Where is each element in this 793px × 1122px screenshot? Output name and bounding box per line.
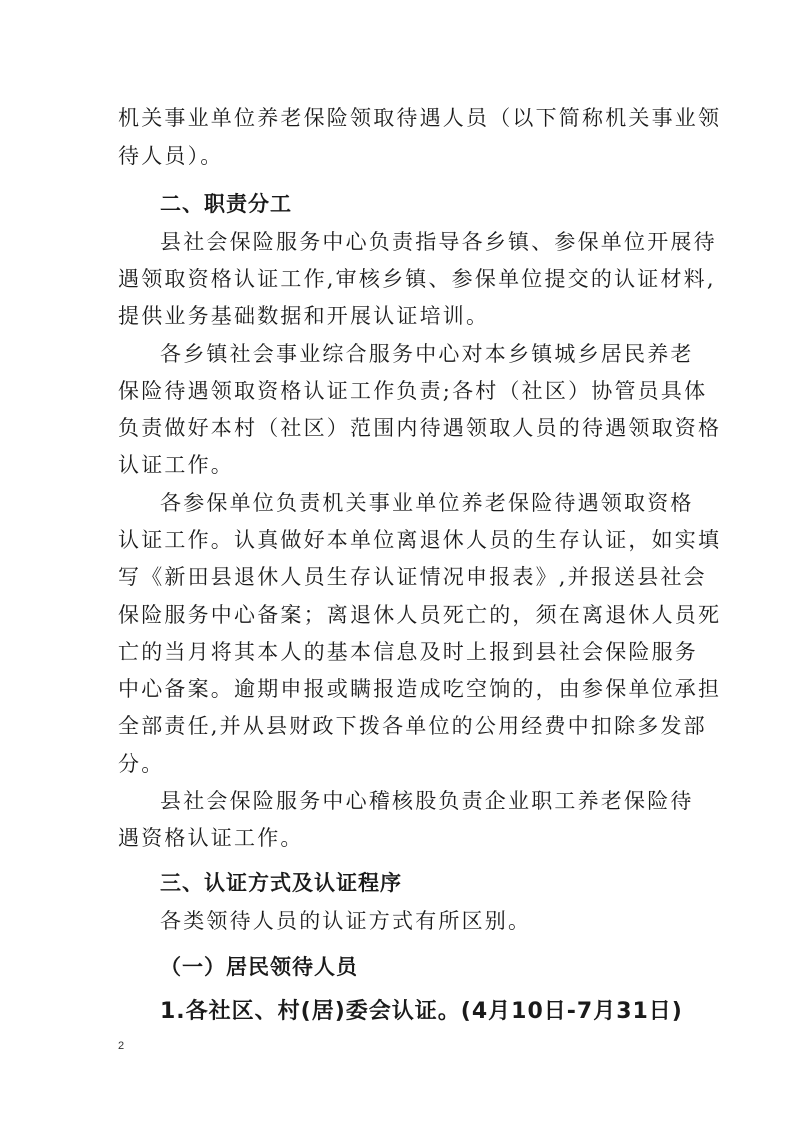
- paragraph-line: 县社会保险服务中心稽核股负责企业职工养老保险待: [160, 789, 694, 813]
- item-heading-community-certification: 1.各社区、村(居)委会认证。(4月10日-7月31日): [160, 999, 683, 1024]
- paragraph-line: 遇资格认证工作。: [118, 826, 304, 850]
- paragraph-line: 各参保单位负责机关事业单位养老保险待遇领取资格: [160, 491, 694, 515]
- paragraph-line: 机关事业单位养老保险领取待遇人员（以下简称机关事业领: [118, 106, 722, 130]
- paragraph-line: 保险待遇领取资格认证工作负责;各村（社区）协管员具体: [118, 379, 708, 403]
- section-heading-duties: 二、职责分工: [160, 192, 292, 216]
- paragraph-line: 写《新田县退休人员生存认证情况申报表》,并报送县社会: [118, 565, 707, 589]
- paragraph-line: 中心备案。逾期申报或瞒报造成吃空饷的，由参保单位承担: [118, 677, 722, 701]
- paragraph-line: 县社会保险服务中心负责指导各乡镇、参保单位开展待: [160, 230, 717, 254]
- subsection-heading-residents: （一）居民领待人员: [160, 955, 358, 979]
- page-number: 2: [118, 1040, 125, 1052]
- paragraph-line: 负责做好本村（社区）范围内待遇领取人员的待遇领取资格: [118, 416, 722, 440]
- paragraph-line: 保险服务中心备案；离退休人员死亡的，须在离退休人员死: [118, 603, 722, 627]
- paragraph-line: 分。: [118, 752, 165, 776]
- paragraph-line: 全部责任,并从县财政下拨各单位的公用经费中扣除多发部: [118, 714, 707, 738]
- paragraph-line: 认证工作。认真做好本单位离退休人员的生存认证，如实填: [118, 528, 722, 552]
- paragraph-line: 各类领待人员的认证方式有所区别。: [160, 909, 532, 933]
- paragraph-line: 遇领取资格认证工作,审核乡镇、参保单位提交的认证材料,: [118, 267, 716, 291]
- paragraph-line: 认证工作。: [118, 453, 234, 477]
- paragraph-line: 待人员）。: [118, 144, 224, 168]
- paragraph-line: 亡的当月将其本人的基本信息及时上报到县社会保险服务: [118, 640, 698, 664]
- paragraph-line: 各乡镇社会事业综合服务中心对本乡镇城乡居民养老: [160, 342, 694, 366]
- section-heading-methods: 三、认证方式及认证程序: [160, 871, 402, 895]
- paragraph-line: 提供业务基础数据和开展认证培训。: [118, 304, 490, 328]
